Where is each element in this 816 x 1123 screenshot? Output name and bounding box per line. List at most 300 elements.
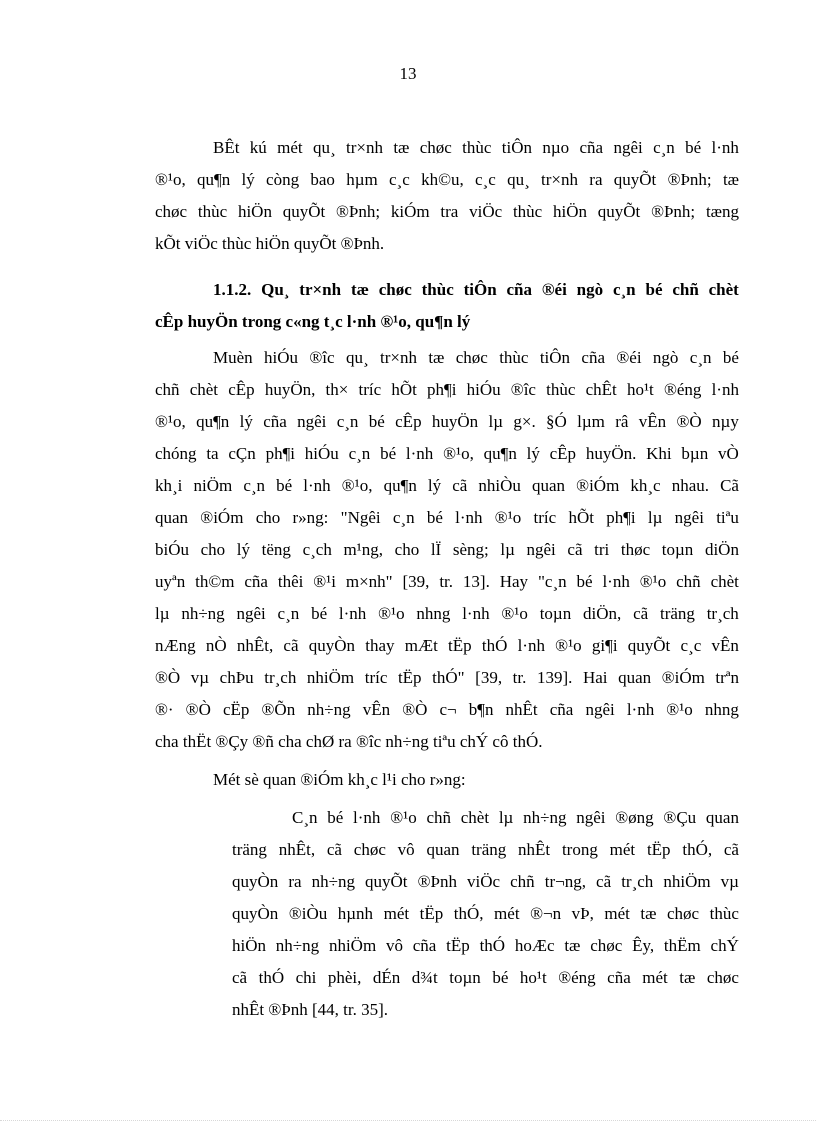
word: bé — [685, 138, 702, 157]
word: tr. — [512, 668, 527, 687]
word: lµ — [498, 808, 514, 827]
word: ngò — [652, 348, 679, 367]
word: chÞu — [219, 668, 254, 687]
word: l·nh — [338, 604, 367, 623]
word: nhau. — [671, 476, 709, 495]
word: l·nh — [711, 380, 739, 399]
word: chèt — [460, 808, 490, 827]
word: ®Ò — [185, 700, 211, 719]
word: l·nh — [455, 508, 483, 527]
word: ®Çu — [663, 808, 697, 827]
word: c¸c — [389, 170, 410, 189]
word: lý — [526, 444, 540, 463]
word: quyÕt — [282, 202, 326, 221]
word: träng — [471, 840, 507, 859]
word: l·nh — [303, 476, 331, 495]
word: träng — [232, 840, 267, 859]
word: quyÕt — [613, 170, 657, 189]
word: ra — [589, 170, 603, 189]
word: lµ — [647, 508, 663, 527]
word: ra — [288, 872, 302, 891]
word: cã — [567, 540, 583, 559]
word: thêi — [277, 572, 304, 591]
word: ngêi — [236, 604, 266, 623]
word: tËp — [397, 668, 422, 687]
word: c¸n — [653, 138, 675, 157]
word: mét — [277, 138, 303, 157]
word: mét — [642, 968, 668, 987]
word: chèt — [710, 572, 739, 591]
word: cã — [326, 840, 342, 859]
word: bé — [327, 808, 344, 827]
word: tr¬ng, — [544, 872, 586, 891]
word: nhÊt, — [236, 636, 274, 655]
word: chñ — [672, 280, 699, 299]
word: nh÷ng — [181, 604, 225, 623]
word: vÒ — [718, 444, 739, 463]
word: thùc — [546, 380, 576, 399]
quote-line — [232, 968, 739, 988]
word: ®iÓm — [661, 668, 705, 687]
word: huyÖn — [431, 412, 479, 431]
word: ®îc — [510, 380, 536, 399]
paragraph-1-line — [155, 202, 739, 222]
word: ®éi — [541, 280, 567, 299]
word: chóng — [155, 444, 197, 463]
word: chñ — [676, 572, 701, 591]
word: ®¹o — [555, 636, 582, 655]
word: ®Þnh; — [336, 202, 381, 221]
word: nh÷ng — [523, 808, 567, 827]
word: quan — [618, 668, 652, 687]
word: toµn — [539, 604, 572, 623]
word: l·nh — [405, 444, 434, 463]
word: ®éi — [616, 348, 642, 367]
word: ngêi — [585, 700, 615, 719]
word: trªn — [715, 668, 739, 687]
word: ngêi — [613, 138, 643, 157]
word: chøc — [155, 202, 188, 221]
word: ®Ò — [155, 668, 181, 687]
word: cña — [549, 700, 574, 719]
word: ®¹o, — [155, 170, 186, 189]
word: tæ — [428, 348, 445, 367]
word: ®¹o — [378, 604, 405, 623]
word: ®iÓm — [200, 508, 244, 527]
word: cña — [506, 280, 532, 299]
word: cña — [579, 138, 604, 157]
word: nhiÖm — [328, 936, 377, 955]
word: BÊt — [213, 138, 240, 157]
quote-line: nhÊt ®Þnh [44, tr. 35]. — [232, 1000, 388, 1019]
paragraph-3-line: Mét sè quan ®iÓm kh¸c l¹i cho r»ng: — [213, 770, 466, 789]
word: bé — [722, 348, 739, 367]
word: bµn — [681, 444, 709, 463]
word: qu¶n — [483, 444, 517, 463]
word: 139]. — [536, 668, 573, 687]
word: ®¹o — [390, 808, 417, 827]
word: thay — [365, 636, 395, 655]
word: hiÓu — [466, 380, 501, 399]
word: kh¸i — [155, 476, 183, 495]
word: cho — [255, 508, 281, 527]
quote-line — [232, 904, 739, 924]
quote-line — [232, 840, 739, 860]
word: uyªn — [155, 572, 186, 591]
word: vô — [397, 840, 415, 859]
word: thÓ — [481, 636, 508, 655]
page-number: 13 — [399, 64, 417, 83]
word: tæ — [564, 936, 581, 955]
word: ®øng — [615, 808, 654, 827]
word: b¶n — [468, 700, 494, 719]
word: thùc — [421, 280, 454, 299]
word: ta — [206, 444, 219, 463]
word: diÖn — [704, 540, 739, 559]
word: mét — [609, 840, 636, 859]
word: tiÔn — [463, 280, 497, 299]
word: Qu¸ — [261, 280, 290, 299]
word: huyÖn. — [585, 444, 637, 463]
word: cã — [723, 840, 739, 859]
word: quan — [426, 840, 460, 859]
word: cã — [283, 636, 299, 655]
paragraph-2-line — [155, 444, 739, 464]
bottom-border — [0, 1120, 816, 1121]
paragraph-2-line — [155, 476, 739, 496]
word: viÖc — [467, 872, 501, 891]
word: thøc — [620, 540, 651, 559]
word: cÊp — [395, 412, 422, 431]
word: tæ — [679, 968, 696, 987]
word: m¹ng, — [343, 540, 384, 559]
quote-line — [232, 936, 739, 956]
word: ®¹o — [501, 604, 528, 623]
word: sèng; — [452, 540, 489, 559]
word: kiÓm — [390, 202, 430, 221]
word: hµnh — [337, 904, 374, 923]
word: tr¸ch — [706, 604, 739, 623]
word: tæ — [640, 904, 657, 923]
word: Khi — [646, 444, 672, 463]
word: ®¹i — [313, 572, 336, 591]
word: toµn — [661, 540, 694, 559]
word: ®¹o — [639, 572, 667, 591]
word: thÓ" — [432, 668, 465, 687]
word: "Ngêi — [340, 508, 381, 527]
word: bé — [311, 604, 328, 623]
word: nhiÖm — [306, 668, 355, 687]
word: Hai — [582, 668, 608, 687]
word: vÞ, — [571, 904, 594, 923]
word: Êy, — [632, 936, 655, 955]
word: ®éng — [558, 968, 596, 987]
word: cho — [394, 540, 420, 559]
word: chøc — [667, 904, 700, 923]
word: nÒ — [205, 636, 227, 655]
word: hiÖn — [553, 202, 587, 221]
word: chøc — [353, 840, 386, 859]
word: chÝ — [710, 936, 739, 955]
word: chøc — [419, 138, 452, 157]
word: ®¹o, — [155, 412, 186, 431]
word: quyÕt — [597, 202, 641, 221]
word: thùc — [709, 904, 739, 923]
word: c¸c — [680, 636, 702, 655]
word: dÉn — [372, 968, 401, 987]
word: c¸ch — [302, 540, 332, 559]
word: ngêi — [674, 508, 704, 527]
paragraph-1-line — [213, 138, 739, 158]
word: nhiÖm — [663, 872, 711, 891]
word: ®¹o — [666, 700, 693, 719]
word: thùc — [462, 138, 492, 157]
word: tæ — [350, 280, 369, 299]
word: tr. — [439, 572, 454, 591]
word: tr×nh — [346, 138, 383, 157]
word: ®iÒu — [288, 904, 328, 923]
word: chñ — [510, 872, 535, 891]
word: chèt — [708, 280, 739, 299]
word: vô — [385, 936, 403, 955]
word: [39, — [402, 572, 430, 591]
word: vÊn — [638, 412, 667, 431]
word: tr×nh — [299, 280, 342, 299]
word: th× — [325, 380, 349, 399]
word: còng — [266, 170, 300, 189]
word: ®· — [155, 700, 174, 719]
word: tæ — [722, 170, 739, 189]
word: kh©u, — [421, 170, 464, 189]
word: lý — [427, 476, 442, 495]
word: cã — [596, 872, 612, 891]
word: chèt — [189, 380, 219, 399]
word: râ — [615, 412, 629, 431]
word: ®Þnh — [417, 872, 457, 891]
word: Cã — [720, 476, 739, 495]
word: nhng — [416, 604, 451, 623]
word: nh÷ng — [275, 936, 320, 955]
word: hµm — [346, 170, 378, 189]
word: cña — [244, 572, 268, 591]
word: c¬ — [439, 700, 457, 719]
word: ®iÓm — [576, 476, 620, 495]
word: ngêi — [526, 540, 556, 559]
word: cã — [633, 604, 649, 623]
word: "c¸n — [537, 572, 567, 591]
word: ®¹o, — [443, 444, 474, 463]
word: 1.1.2. — [213, 280, 252, 299]
word: nµy — [712, 412, 739, 431]
quote-line — [292, 808, 739, 828]
word: quyÕt — [365, 872, 408, 891]
word: l·nh — [462, 604, 490, 623]
word: ®¬n — [530, 904, 562, 923]
word: tr×nh — [541, 170, 578, 189]
quote-line — [232, 872, 739, 892]
word: hÕt — [568, 508, 594, 527]
word: lµ — [500, 540, 515, 559]
paragraph-2-line — [155, 380, 739, 400]
word: bao — [310, 170, 335, 189]
word: [39, — [475, 668, 503, 687]
word: quan — [532, 476, 566, 495]
section-heading-line: cÊp huyÖn trong c«ng t¸c l·nh ®¹o, qu¶n lý — [155, 312, 471, 331]
word: ®Þnh; — [651, 202, 696, 221]
section-heading-line — [213, 280, 739, 300]
word: cña — [263, 412, 287, 431]
word: ®Ò — [402, 700, 428, 719]
word: chñ — [155, 380, 180, 399]
word: cã — [452, 476, 468, 495]
word: ®éng — [663, 380, 702, 399]
paragraph-2-line — [155, 412, 739, 432]
word: bé — [645, 280, 663, 299]
word: toµn — [449, 968, 481, 987]
word: r»ng: — [292, 508, 329, 527]
word: thùc — [512, 202, 543, 221]
word: qu¶n — [196, 412, 230, 431]
word: lý — [236, 540, 251, 559]
word: th©m — [195, 572, 235, 591]
word: nh÷ng — [307, 700, 351, 719]
word: nhÊt — [518, 840, 551, 859]
word: thÓ, — [453, 904, 484, 923]
paragraph-2-line — [155, 572, 739, 592]
word: c¸n — [277, 604, 300, 623]
word: cho — [200, 540, 226, 559]
word: nhng — [704, 700, 739, 719]
word: bé — [576, 572, 593, 591]
word: qu¸ — [312, 138, 336, 157]
word: cña — [607, 968, 631, 987]
paragraph-1-line — [155, 170, 739, 190]
word: chøc — [378, 280, 412, 299]
word: bé — [492, 968, 509, 987]
word: c¸n — [243, 476, 266, 495]
word: ngò — [576, 280, 604, 299]
word: cña — [412, 936, 437, 955]
word: vÊn — [362, 700, 391, 719]
word: ®Õn — [261, 700, 296, 719]
paragraph-2-line: cha thËt ®Çy ®ñ cha chØ ra ®îc nh÷ng tiªu chÝ cô thÓ. — [155, 732, 543, 751]
word: nµo — [542, 138, 570, 157]
word: tiªu — [716, 508, 739, 527]
word: nhÊt — [505, 700, 538, 719]
word: Muèn — [213, 348, 253, 367]
word: 13]. — [462, 572, 490, 591]
word: cÊp — [549, 444, 577, 463]
word: c¸n — [392, 508, 415, 527]
word: quyÕt — [627, 636, 671, 655]
word: l·nh — [711, 138, 739, 157]
word: cÊp — [228, 380, 255, 399]
word: thÓ, — [682, 840, 713, 859]
word: c¸c — [475, 170, 496, 189]
word: qu¶n — [197, 170, 231, 189]
word: quan — [155, 508, 189, 527]
word: qu¸ — [345, 348, 369, 367]
word: ®Þnh; — [667, 170, 712, 189]
word: chi — [295, 968, 317, 987]
paragraph-2-line — [155, 508, 739, 528]
word: ®¹o, — [341, 476, 373, 495]
word: tëng — [261, 540, 291, 559]
word: tríc — [364, 668, 388, 687]
word: ®îc — [309, 348, 335, 367]
word: c¸n — [336, 412, 359, 431]
word: huyÖn, — [264, 380, 316, 399]
word: hiÖn — [232, 936, 266, 955]
word: tríc — [533, 508, 557, 527]
word: Hay — [499, 572, 529, 591]
word: ph¶i — [427, 380, 457, 399]
word: chøc — [706, 968, 739, 987]
paragraph-1-line: kÕt viÖc thùc hiÖn quyÕt ®Þnh. — [155, 234, 385, 253]
word: tra — [440, 202, 459, 221]
word: l·nh — [517, 636, 545, 655]
word: ph¶i — [606, 508, 636, 527]
word: phèi, — [327, 968, 362, 987]
word: quyÒn — [232, 904, 279, 923]
word: bé — [368, 412, 385, 431]
word: qu¶n — [383, 476, 417, 495]
word: l·nh — [353, 808, 381, 827]
paragraph-2-line — [155, 668, 739, 688]
word: quan — [705, 808, 739, 827]
word: lý — [239, 412, 253, 431]
word: tæ — [393, 138, 410, 157]
word: §Ó — [546, 412, 567, 431]
word: tr¸ch — [621, 872, 654, 891]
word: ho¹t — [626, 380, 654, 399]
word: quyÒn — [232, 872, 279, 891]
word: nhÊt, — [278, 840, 316, 859]
word: nÆng — [155, 636, 196, 655]
word: cËp — [222, 700, 250, 719]
word: lµ — [155, 604, 170, 623]
word: thÓ — [258, 968, 285, 987]
paragraph-2-line — [155, 604, 739, 624]
word: C¸n — [292, 808, 318, 827]
word: tríc — [358, 380, 382, 399]
word: c¸n — [612, 280, 636, 299]
word: mét — [383, 904, 410, 923]
word: thùc — [197, 202, 228, 221]
word: lý — [241, 170, 255, 189]
word: chÊt — [585, 380, 617, 399]
word: chøc — [590, 936, 623, 955]
word: biÓu — [155, 540, 189, 559]
word: vÊn — [711, 636, 739, 655]
word: tr×nh — [379, 348, 417, 367]
paragraph-2-line — [155, 636, 739, 656]
word: tËp — [448, 636, 472, 655]
word: thÓ — [479, 936, 506, 955]
word: nh÷ng — [311, 872, 355, 891]
word: quyÒn — [308, 636, 356, 655]
word: ph¶i — [265, 444, 295, 463]
word: hoÆc — [514, 936, 555, 955]
word: thùc — [499, 348, 529, 367]
word: kh¸c — [630, 476, 661, 495]
word: bé — [380, 444, 397, 463]
word: viÖc — [469, 202, 503, 221]
word: ®¹o — [494, 508, 522, 527]
word: bé — [276, 476, 293, 495]
word: tiÔn — [539, 348, 571, 367]
word: lÏ — [430, 540, 442, 559]
